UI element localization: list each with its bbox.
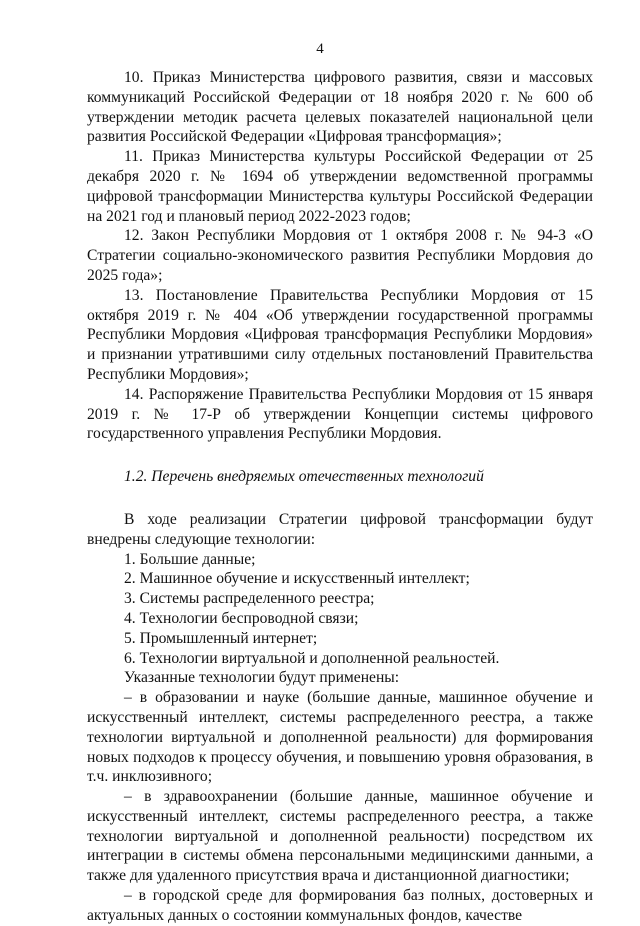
technology-item: 4. Технологии беспроводной связи; [124,609,359,627]
reference-item: 14. Распоряжение Правительства Республики Мордовия от 15 января 2019 г. № 17-Р об утверждении Концепции системы цифрового государственного управления Республики Мордовия. [87,385,593,443]
technology-item: 5. Промышленный интернет; [124,629,318,647]
applied-intro: Указанные технологии будут применены: [124,669,400,687]
reference-item: 12. Закон Республики Мордовия от 1 октября 2008 г. № 94-З «О Стратегии социально-экономического развития Республики Мордовия до 2025 года»; [87,227,593,284]
page-number: 4 [316,41,324,57]
application-item: – в образовании и науке (большие данные, машинное обучение и искусственный интеллект, системы распределенного реестра, а также технологии виртуальной и дополненной реальности) для формирования новых подходов к процессу обучения, и повышению уровня образования, в т.ч. инклюзивного; [87,689,593,786]
application-item: – в городской среде для формирования баз полных, достоверных и актуальных данных о состоянии коммунальных фондов, качестве [87,887,593,924]
technology-item: 2. Машинное обучение и искусственный интеллект; [124,570,470,588]
section-heading: 1.2. Перечень внедряемых отечественных технологий [124,468,484,486]
reference-item: 11. Приказ Министерства культуры Российской Федерации от 25 декабря 2020 г. № 1694 об утверждении ведомственной программы цифровой трансформации Министерства культуры Российской Федерации на 2021 год и плановый период 2022-2023 годов; [87,148,593,225]
application-item: – в здравоохранении (большие данные, машинное обучение и искусственный интеллект, системы распределенного реестра, а также технологии виртуальной и дополненной реальности) посредством их интеграции в системы обмена персональными медицинскими данными, а также для удаленного присутствия врача и дистанционной диагностики; [87,788,593,885]
document-body [87,68,593,926]
technology-item: 3. Системы распределенного реестра; [124,590,375,608]
reference-item: 10. Приказ Министерства цифрового развития, связи и массовых коммуникаций Российской Федерации от 18 ноября 2020 г. № 600 об утверждении методик расчета целевых показателей национальной цели развития Российской Федерации «Цифровая трансформация»; [87,69,593,146]
technology-item: 6. Технологии виртуальной и дополненной реальностей. [124,649,500,667]
intro-paragraph: В ходе реализации Стратегии цифровой трансформации будут внедрены следующие технологии: [87,510,593,548]
reference-item: 13. Постановление Правительства Республики Мордовия от 15 октября 2019 г. № 404 «Об утверждении государственной программы Республики Мордовия «Цифровая трансформация Республики Мордовия» и признании утратившими силу отдельных постановлений Правительства Республики Мордовия»; [87,286,593,383]
technology-item: 1. Большие данные; [124,550,256,568]
